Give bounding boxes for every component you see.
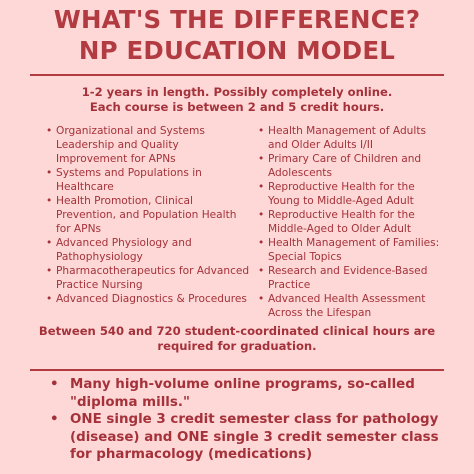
- credit-hours-text: Each course is between 2 and 5 credit hours.: [89, 100, 385, 114]
- bullet-icon: •: [46, 293, 53, 305]
- bullet-icon: •: [46, 237, 53, 249]
- bullet-icon: •: [46, 167, 53, 179]
- course-item: [258, 124, 448, 152]
- course-item: [46, 236, 251, 264]
- bullet-icon: •: [258, 293, 265, 305]
- course-item: [258, 208, 448, 236]
- course-item: [258, 292, 448, 320]
- bullet-icon: •: [258, 209, 265, 221]
- course-label: Systems and Populations in Healthcare: [56, 167, 202, 193]
- course-item: [46, 166, 251, 194]
- course-label: Primary Care of Children and Adolescents: [268, 153, 422, 179]
- course-item: [258, 152, 448, 180]
- program-length-text: 1-2 years in length. Possibly completely online.: [81, 85, 393, 99]
- note-label: Many high-volume online programs, so-called "diploma mills.": [70, 377, 415, 410]
- notes-list: [46, 376, 456, 464]
- bullet-icon: •: [258, 265, 265, 277]
- course-label: Pharmacotherapeutics for Advanced Practice Nursing: [56, 265, 250, 291]
- clinical-hours-text: Between 540 and 720 student-coordinated clinical hours are: [38, 324, 436, 338]
- course-item: [46, 124, 251, 166]
- course-list-right: [258, 124, 448, 320]
- course-label: Research and Evidence-Based Practice: [268, 265, 428, 291]
- course-item: [46, 292, 251, 306]
- page-subtitle: NP EDUCATION MODEL: [78, 36, 396, 65]
- course-item: [46, 264, 251, 292]
- course-label: Advanced Health Assessment Across the Lifespan: [268, 293, 426, 319]
- course-list-left: [46, 124, 251, 306]
- course-item: [258, 264, 448, 292]
- course-label: Health Management of Families: Special Topics: [268, 237, 440, 263]
- bullet-icon: •: [50, 377, 59, 392]
- note-item: [46, 411, 456, 464]
- course-label: Health Management of Adults and Older Adults I/II: [268, 125, 427, 151]
- bullet-icon: •: [50, 412, 59, 427]
- note-item: [46, 376, 456, 411]
- course-label: Reproductive Health for the Middle-Aged to Older Adult: [268, 209, 415, 235]
- bottom-divider: [30, 369, 444, 371]
- bullet-icon: •: [46, 195, 53, 207]
- course-label: Organizational and Systems Leadership and Quality Improvement for APNs: [56, 125, 205, 165]
- bullet-icon: •: [258, 153, 265, 165]
- course-item: [46, 194, 251, 236]
- bullet-icon: •: [258, 125, 265, 137]
- bullet-icon: •: [46, 125, 53, 137]
- course-item: [258, 236, 448, 264]
- note-label: ONE single 3 credit semester class for pathology (disease) and ONE single 3 credit semester class for pharmacology (medications): [70, 412, 439, 462]
- top-divider: [30, 74, 444, 76]
- course-label: Health Promotion, Clinical Prevention, and Population Health for APNs: [56, 195, 237, 235]
- course-label: Advanced Diagnostics & Procedures: [56, 293, 247, 305]
- bullet-icon: •: [258, 237, 265, 249]
- course-label: Advanced Physiology and Pathophysiology: [56, 237, 192, 263]
- clinical-hours-text-cont: required for graduation.: [157, 339, 317, 353]
- course-label: Reproductive Health for the Young to Middle-Aged Adult: [268, 181, 415, 207]
- bullet-icon: •: [258, 181, 265, 193]
- bullet-icon: •: [46, 265, 53, 277]
- course-item: [258, 180, 448, 208]
- page-title: WHAT'S THE DIFFERENCE?: [53, 5, 421, 34]
